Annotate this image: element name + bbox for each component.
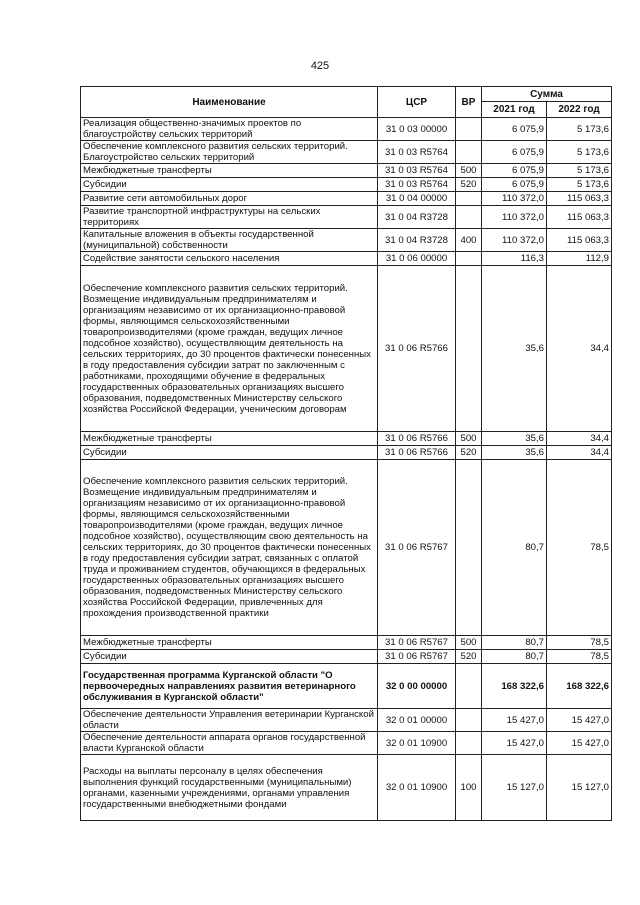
row-csr: 31 0 06 00000 bbox=[378, 252, 456, 266]
row-name: Обеспечение комплексного развития сельских территорий. Возмещение индивидуальным предпринимателям и организациям независимо от их организационно-правовой формы, являющимся сельскохозяйственными товаропроизводителями (кроме граждан, ведущих личное подсобное хозяйство), осуществляющим свою деятельность на сельских территориях, до 30 процентов фактически понесенных в году предоставления субсидии затрат, связанных с оплатой труда и проживанием студентов, обучающихся в федеральных государственных образовательных организациях высшего образования, подведомственных Министерству сельского хозяйства Российской Федерации, привлеченных для прохождения производственной практики bbox=[81, 460, 378, 636]
row-csr: 31 0 06 R5766 bbox=[378, 446, 456, 460]
row-sum-2022: 78,5 bbox=[547, 650, 612, 664]
table-row bbox=[81, 664, 612, 709]
row-csr: 31 0 03 R5764 bbox=[378, 178, 456, 192]
row-sum-2022: 115 063,3 bbox=[547, 206, 612, 229]
row-csr: 31 0 04 R3728 bbox=[378, 229, 456, 252]
row-csr: 31 0 06 R5766 bbox=[378, 432, 456, 446]
row-sum-2021: 15 127,0 bbox=[482, 755, 547, 821]
row-sum-2021: 35,6 bbox=[482, 266, 547, 432]
row-sum-2022: 168 322,6 bbox=[547, 664, 612, 709]
row-sum-2021: 80,7 bbox=[482, 636, 547, 650]
row-sum-2022: 115 063,3 bbox=[547, 229, 612, 252]
row-sum-2022: 78,5 bbox=[547, 636, 612, 650]
row-name: Государственная программа Курганской области "О первоочередных направлениях развития ветеринарного обслуживания в Курганской области" bbox=[81, 664, 378, 709]
row-name: Развитие сети автомобильных дорог bbox=[81, 192, 378, 206]
row-vr bbox=[456, 709, 482, 732]
row-vr bbox=[456, 206, 482, 229]
row-sum-2022: 5 173,6 bbox=[547, 141, 612, 164]
row-sum-2022: 15 127,0 bbox=[547, 755, 612, 821]
row-sum-2021: 6 075,9 bbox=[482, 141, 547, 164]
table-row bbox=[81, 650, 612, 664]
row-csr: 32 0 00 00000 bbox=[378, 664, 456, 709]
table-row bbox=[81, 460, 612, 636]
table-row bbox=[81, 636, 612, 650]
row-sum-2022: 112,9 bbox=[547, 252, 612, 266]
row-sum-2022: 34,4 bbox=[547, 266, 612, 432]
row-vr: 100 bbox=[456, 755, 482, 821]
row-name: Межбюджетные трансферты bbox=[81, 636, 378, 650]
row-csr: 31 0 06 R5767 bbox=[378, 460, 456, 636]
row-name: Межбюджетные трансферты bbox=[81, 164, 378, 178]
table-row bbox=[81, 755, 612, 821]
row-name: Развитие транспортной инфраструктуры на сельских территориях bbox=[81, 206, 378, 229]
row-name: Содействие занятости сельского населения bbox=[81, 252, 378, 266]
row-csr: 31 0 03 R5764 bbox=[378, 141, 456, 164]
row-vr: 400 bbox=[456, 229, 482, 252]
row-name: Субсидии bbox=[81, 178, 378, 192]
header-vr: ВР bbox=[456, 87, 482, 118]
header-sum: Сумма bbox=[482, 87, 612, 102]
row-sum-2022: 15 427,0 bbox=[547, 709, 612, 732]
row-csr: 31 0 06 R5767 bbox=[378, 650, 456, 664]
row-name: Субсидии bbox=[81, 446, 378, 460]
row-name: Обеспечение деятельности аппарата органов государственной власти Курганской области bbox=[81, 732, 378, 755]
row-vr: 520 bbox=[456, 446, 482, 460]
table-row bbox=[81, 192, 612, 206]
row-sum-2022: 115 063,3 bbox=[547, 192, 612, 206]
table-row bbox=[81, 141, 612, 164]
row-sum-2022: 5 173,6 bbox=[547, 118, 612, 141]
row-vr: 520 bbox=[456, 178, 482, 192]
table-body bbox=[81, 118, 612, 821]
row-name: Обеспечение комплексного развития сельских территорий. Благоустройство сельских территорий bbox=[81, 141, 378, 164]
budget-table bbox=[80, 86, 612, 821]
row-name: Межбюджетные трансферты bbox=[81, 432, 378, 446]
row-sum-2021: 6 075,9 bbox=[482, 164, 547, 178]
table-row bbox=[81, 229, 612, 252]
row-sum-2021: 15 427,0 bbox=[482, 709, 547, 732]
table-row bbox=[81, 732, 612, 755]
row-sum-2021: 6 075,9 bbox=[482, 178, 547, 192]
row-sum-2021: 35,6 bbox=[482, 432, 547, 446]
row-sum-2021: 110 372,0 bbox=[482, 206, 547, 229]
row-sum-2021: 116,3 bbox=[482, 252, 547, 266]
row-vr bbox=[456, 266, 482, 432]
table-row bbox=[81, 432, 612, 446]
row-vr: 500 bbox=[456, 636, 482, 650]
row-name: Расходы на выплаты персоналу в целях обеспечения выполнения функций государственными (муниципальными) органами, казенными учреждениями, органами управления государственными внебюджетными фондами bbox=[81, 755, 378, 821]
row-csr: 31 0 03 00000 bbox=[378, 118, 456, 141]
row-sum-2022: 5 173,6 bbox=[547, 164, 612, 178]
row-sum-2022: 34,4 bbox=[547, 446, 612, 460]
row-name: Обеспечение комплексного развития сельских территорий. Возмещение индивидуальным предпринимателям и организациям независимо от их организационно-правовой формы, являющимся сельскохозяйственными товаропроизводителями (кроме граждан, ведущих личное подсобное хозяйство), осуществляющим деятельность на сельских территориях, до 30 процентов фактически понесенных в году предоставления субсидии затрат по заключенным с работниками, проходящими обучение в федеральных государственных образовательных организациях высшего образования, подведомственных Министерству сельского хозяйства Российской Федерации, ученическим договорам bbox=[81, 266, 378, 432]
table-row bbox=[81, 709, 612, 732]
row-vr bbox=[456, 252, 482, 266]
row-sum-2021: 35,6 bbox=[482, 446, 547, 460]
row-sum-2021: 80,7 bbox=[482, 650, 547, 664]
table-row bbox=[81, 164, 612, 178]
row-name: Обеспечение деятельности Управления ветеринарии Курганской области bbox=[81, 709, 378, 732]
row-sum-2021: 168 322,6 bbox=[482, 664, 547, 709]
row-vr bbox=[456, 460, 482, 636]
row-csr: 31 0 06 R5767 bbox=[378, 636, 456, 650]
table-row bbox=[81, 178, 612, 192]
table-row bbox=[81, 446, 612, 460]
row-vr bbox=[456, 118, 482, 141]
row-sum-2022: 34,4 bbox=[547, 432, 612, 446]
row-csr: 31 0 04 00000 bbox=[378, 192, 456, 206]
row-vr: 520 bbox=[456, 650, 482, 664]
row-csr: 32 0 01 10900 bbox=[378, 732, 456, 755]
row-vr bbox=[456, 141, 482, 164]
table-header bbox=[81, 87, 612, 118]
table-row bbox=[81, 118, 612, 141]
row-csr: 32 0 01 10900 bbox=[378, 755, 456, 821]
row-csr: 31 0 03 R5764 bbox=[378, 164, 456, 178]
row-name: Субсидии bbox=[81, 650, 378, 664]
row-sum-2021: 110 372,0 bbox=[482, 229, 547, 252]
row-sum-2022: 78,5 bbox=[547, 460, 612, 636]
row-name: Реализация общественно-значимых проектов по благоустройству сельских территорий bbox=[81, 118, 378, 141]
row-sum-2022: 5 173,6 bbox=[547, 178, 612, 192]
row-sum-2021: 15 427,0 bbox=[482, 732, 547, 755]
row-vr bbox=[456, 664, 482, 709]
header-csr: ЦСР bbox=[378, 87, 456, 118]
row-name: Капитальные вложения в объекты государственной (муниципальной) собственности bbox=[81, 229, 378, 252]
row-vr bbox=[456, 192, 482, 206]
table-row bbox=[81, 206, 612, 229]
row-sum-2021: 6 075,9 bbox=[482, 118, 547, 141]
header-year-2022: 2022 год bbox=[547, 102, 612, 118]
header-name: Наименование bbox=[81, 87, 378, 118]
row-csr: 31 0 04 R3728 bbox=[378, 206, 456, 229]
table-row bbox=[81, 252, 612, 266]
row-csr: 31 0 06 R5766 bbox=[378, 266, 456, 432]
row-sum-2021: 110 372,0 bbox=[482, 192, 547, 206]
row-vr: 500 bbox=[456, 164, 482, 178]
row-csr: 32 0 01 00000 bbox=[378, 709, 456, 732]
row-sum-2022: 15 427,0 bbox=[547, 732, 612, 755]
row-sum-2021: 80,7 bbox=[482, 460, 547, 636]
header-year-2021: 2021 год bbox=[482, 102, 547, 118]
page-number: 425 bbox=[310, 60, 330, 72]
row-vr bbox=[456, 732, 482, 755]
table-row bbox=[81, 266, 612, 432]
row-vr: 500 bbox=[456, 432, 482, 446]
